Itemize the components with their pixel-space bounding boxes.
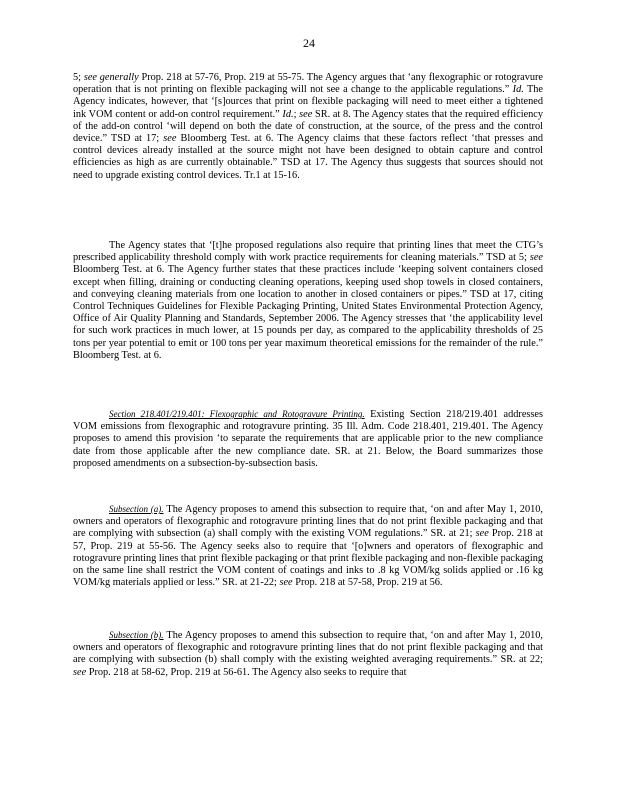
paragraph-section-401 [73,408,543,470]
text-run: The Agency states that ‘[t]he proposed regulations also require that printing lines that meet the CTG’s prescribed applicability threshold comply with work practice requirements for cleaning materials.” TSD at 5; [73,240,543,264]
signal-see: see [529,252,543,264]
text-run: The Agency proposes to amend this subsection to require that, ‘on and after May 1, 2010, owners and operators of flexographic and rotogravure printing lines that do not print flexible packaging and that are complying with subsection (b) shall comply with the existing weighted averaging requirements.” SR. at 22; [73,630,543,666]
subsection-heading: Subsection (a). [109,504,164,514]
subsection-heading: Subsection (b). [109,630,164,640]
text-run: ; [293,108,300,120]
page-number: 24 [303,36,315,50]
text-run: Bloomberg Test. at 6. The Agency claims that these factors reflect ‘that presses and control devices already installed at the source might not have been designed to obtain capture and control efficiencies as high as are currently obtainable.” TSD at 17. The Agency thus suggests that sources should not need to upgrade existing control devices. Tr.1 at 15-16. [73,133,543,181]
paragraph-subsection-b [73,629,543,679]
text-run: Prop. 218 at 57, Prop. 219 at 55-56. The Agency seeks also to require that ‘[o]wners and operators of flexographic and rotogravure printing lines that print flexible packaging or that print flexible packaging and non-flexible packaging on the same line shall restrict the VOM content of coatings and inks to .8 kg VOM/kg solids applied or .16 kg VOM/kg materials applied or less.” SR. at 21-22; [73,528,543,589]
signal-see: see [73,666,87,678]
signal-see: see [163,133,177,145]
text-run: Bloomberg Test. at 6. The Agency further states that these practices include ‘keeping solvent containers closed except when filling, draining or conducting cleaning operations, keeping used shop towels in closed containers, and conveying cleaning materials from one location to another in closed containers or pipes.” TSD at 17, citing Control Techniques Guidelines for Flexible Packaging Printing, United States Environmental Protection Agency, Office of Air Quality Planning and Standards, September 2006. The Agency stresses that ‘the applicability level for such work practices in much lower, at 15 pounds per day, as compared to the applicability thresholds of 25 tons per year potential to emit or 100 tons per year maximum theoretical emissions for the remainder of the rule.” Bloomberg Test. at 6. [73,264,543,361]
signal-see: see [279,577,293,589]
text-run: The Agency indicates, however, that ‘[s]ources that print on flexible packaging will need to meet either a tightened ink VOM content or add-on control requirement.” [73,84,543,120]
signal-see: see [475,528,489,540]
text-run: The Agency proposes to amend this subsection to require that, ‘on and after May 1, 2010, owners and operators of flexographic and rotogravure printing lines that do not print flexible packaging and that are complying with subsection (a) shall comply with the existing VOM regulations.” SR. at 21; [73,504,543,540]
text-run: Prop. 218 at 58-62, Prop. 219 at 56-61. The Agency also seeks to require that [86,666,407,678]
paragraph-agency-argues [73,72,543,182]
citation-id: Id. [282,108,294,120]
signal-see-generally: see generally [83,72,139,83]
text-run: Prop. 218 at 57-58, Prop. 219 at 56. [292,577,443,589]
text-run: 5; [73,72,84,83]
section-heading: Section 218.401/219.401: Flexographic and Rotogravure Printing. [109,409,365,419]
text-run: Existing Section 218/219.401 addresses VOM emissions from flexographic and rotogravure printing. 35 Ill. Adm. Code 218.401, 219.401. The Agency proposes to amend this provision ‘to separate the requirements that are applicable prior to the new compliance date from those applicable after the new compliance date. SR. at 21. Below, the Board summarizes those proposed amendments on a subsection-by-subsection basis. [73,409,543,469]
citation-id: Id. [512,84,524,96]
text-run: Prop. 218 at 57-76, Prop. 219 at 55-75. The Agency argues that ‘any flexographic or rotogravure operation that is not printing on flexible packaging will not see a change to the applicable regulations.” [73,72,543,96]
signal-see: see [299,108,313,120]
paragraph-subsection-a [73,503,543,589]
text-run: SR. at 8. The Agency states that the required efficiency of the add-on control ‘will depend on both the date of construction, at the source, of the press and the control device.” TSD at 17; [73,108,544,145]
paragraph-work-practices [73,240,543,362]
